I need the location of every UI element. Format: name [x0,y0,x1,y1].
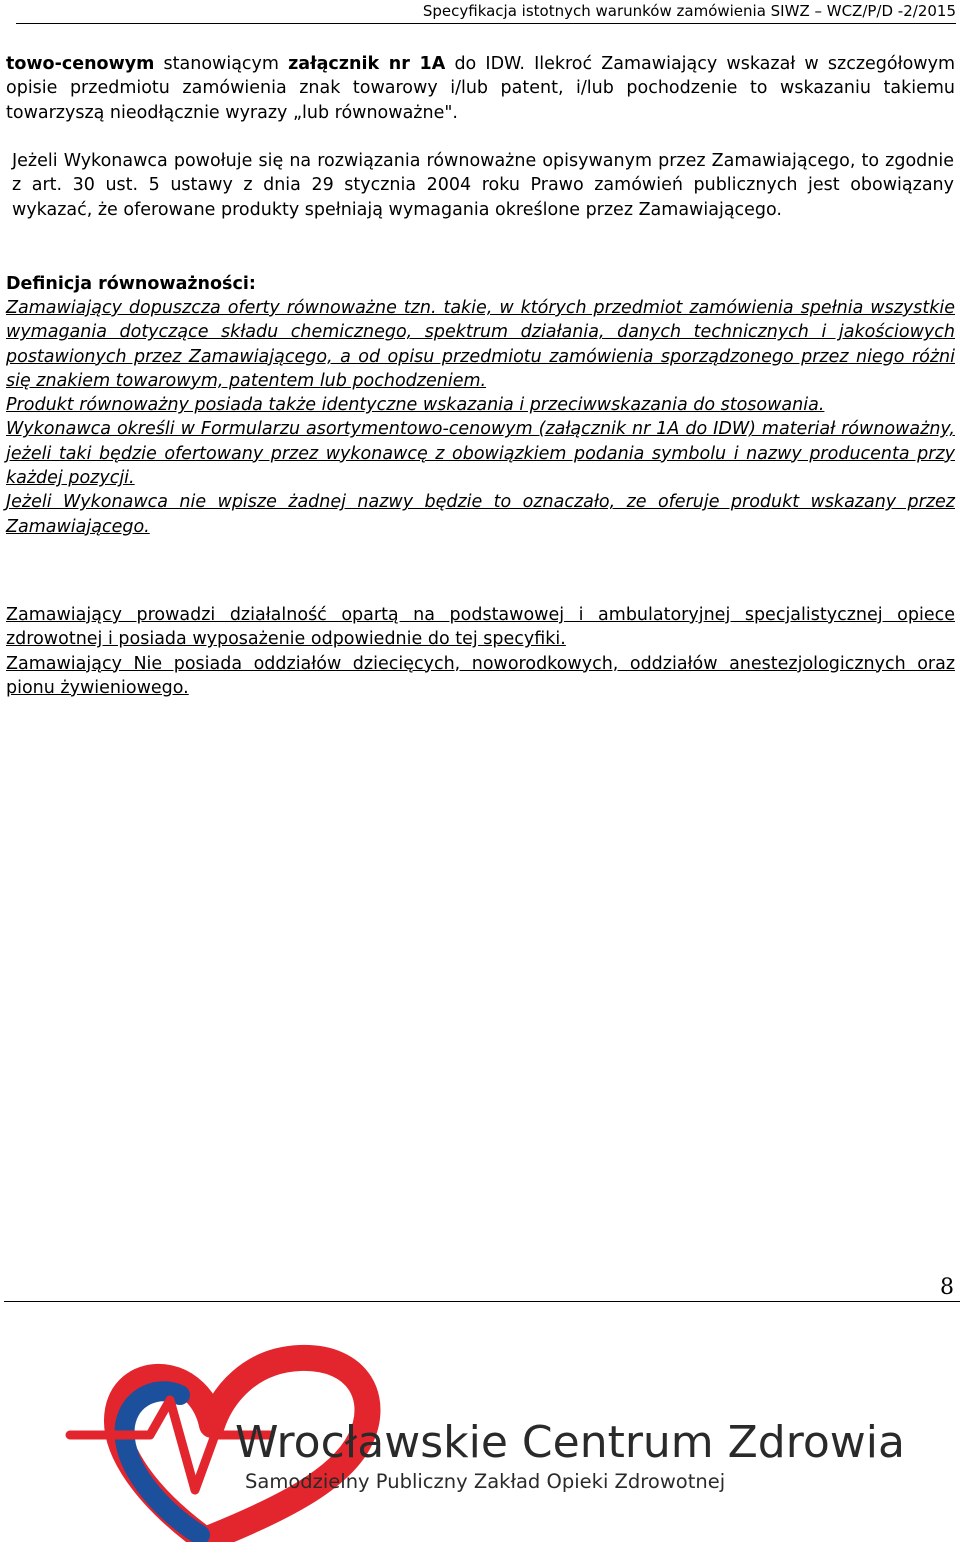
header-title: Specyfikacja istotnych warunków zamówienia SIWZ – WCZ/P/D -2/2015 [422,2,956,20]
closing-section [6,603,955,700]
intro-paragraph [6,52,955,125]
definition-paragraph: Jeżeli Wykonawca nie wpisze żadnej nazwy będzie to oznaczało, ze oferuje produkt wskazany przez Zamawiającego. [6,492,955,537]
logo-name: Wrocławskie Centrum Zdrowia [235,1417,905,1468]
intro-bold-start: towo-cenowym [6,54,155,74]
logo-subtitle: Samodzielny Publiczny Zakład Opieki Zdrowotnej [245,1470,726,1493]
intro-text-1: stanowiącym [154,54,289,74]
page-number: 8 [940,1275,954,1300]
organization-logo [0,1340,960,1542]
closing-paragraph: Zamawiający Nie posiada oddziałów dziecięcych, noworodkowych, oddziałów anestezjologicznych oraz pionu żywieniowego. [6,653,955,698]
footer-divider [4,1301,960,1302]
intro-bold-ref: załącznik nr 1A [288,54,446,74]
closing-paragraph: Zamawiający prowadzi działalność opartą na podstawowej i ambulatoryjnej specjalistycznej opiece zdrowotnej i posiada wyposażenie odpowiednie do tej specyfiki. [6,605,955,650]
equivalence-paragraph: Jeżeli Wykonawca powołuje się na rozwiązania równoważne opisywanym przez Zamawiającego, to zgodnie z art. 30 ust. 5 ustawy z dnia 29 stycznia 2004 roku Prawo zamówień publicznych jest obowiązany wykazać, że oferowane produkty spełniają wymagania określone przez Zamawiającego. [12,151,954,220]
definition-paragraph: Produkt równoważny posiada także identyczne wskazania i przeciwwskazania do stosowania. [6,395,825,416]
definition-paragraph: Zamawiający dopuszcza oferty równoważne tzn. takie, w których przedmiot zamówienia spełnia wszystkie wymagania dotyczące składu chemicznego, spektrum działania, danych technicznych i jakościowych postawionych przez Zamawiającego, a od opisu przedmiotu zamówienia sporządzonego przez niego różni się znakiem towarowym, patentem lub pochodzeniem. [6,298,955,391]
page-header [16,0,956,24]
definition-heading: Definicja równoważności: [6,274,256,294]
definition-body [6,296,955,539]
intro-text-2: do IDW. Ilekroć Zamawiający wskazał w szczegółowym opisie przedmiotu zamówienia znak towarowy i/lub patent, i/lub pochodzenie to wskazaniu takiemu towarzyszą nieodłącznie wyrazy „lub równoważne". [6,54,955,123]
definition-paragraph: Wykonawca określi w Formularzu asortymentowo-cenowym (załącznik nr 1A do IDW) materiał równoważny, jeżeli taki będzie ofertowany przez wykonawcę z obowiązkiem podania symbolu i nazwy producenta przy każdej pozycji. [6,419,955,489]
